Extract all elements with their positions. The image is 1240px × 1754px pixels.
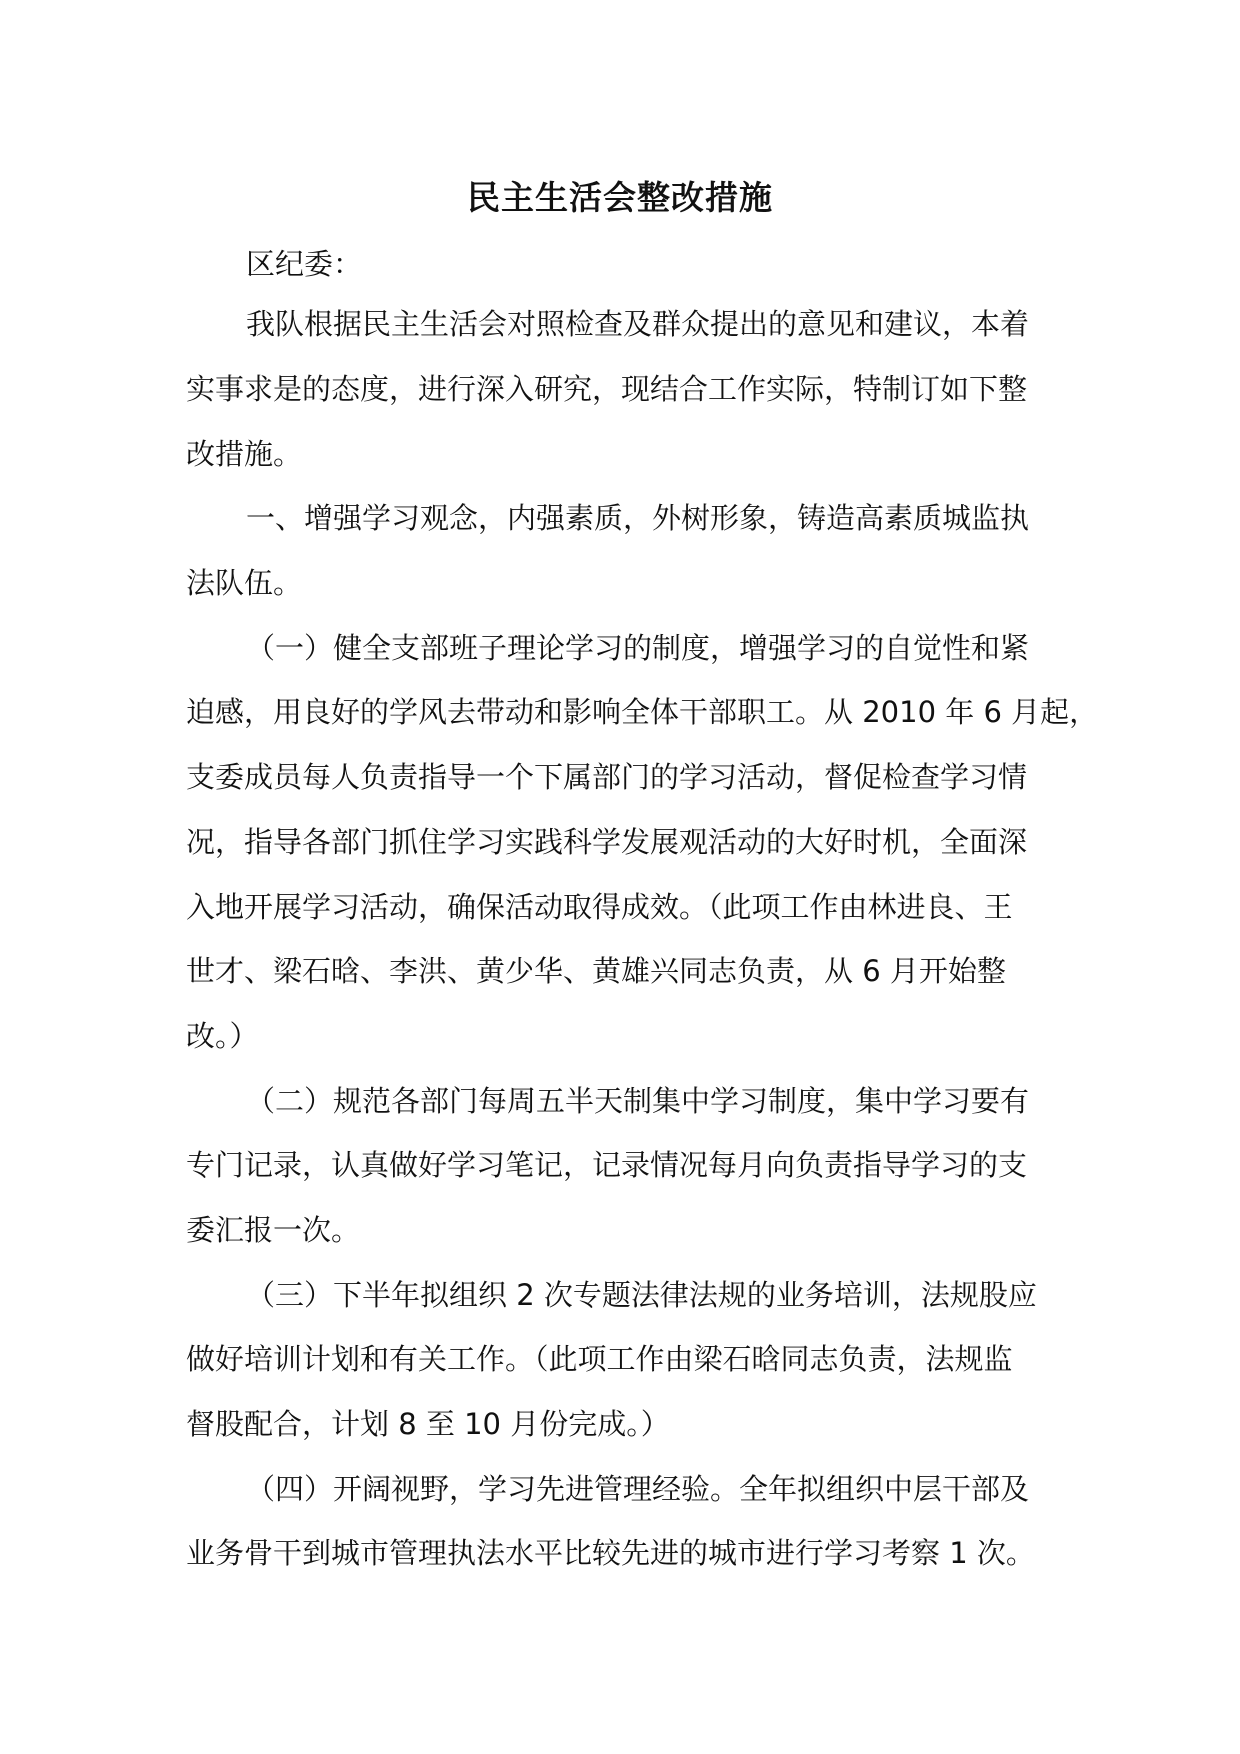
addressee-line: 区纪委： bbox=[246, 247, 363, 281]
body-text-line: 实事求是的态度，进行深入研究，现结合工作实际，特制订如下整 bbox=[186, 372, 1028, 406]
body-text-line: 委汇报一次。 bbox=[186, 1213, 361, 1247]
body-text-line: 世才、梁石晗、李洪、黄少华、黄雄兴同志负责，从 6 月开始整 bbox=[186, 954, 1006, 988]
section-heading-line: 一、增强学习观念，内强素质，外树形象，铸造高素质城监执 bbox=[246, 501, 1030, 535]
body-text-line: 做好培训计划和有关工作。（此项工作由梁石晗同志负责，法规监 bbox=[186, 1342, 1013, 1376]
document-title: 民主生活会整改措施 bbox=[467, 178, 773, 217]
body-text-line: 改措施。 bbox=[186, 437, 303, 471]
body-text-line: 督股配合，计划 8 至 10 月份完成。） bbox=[186, 1407, 670, 1441]
body-text-line: （三）下半年拟组织 2 次专题法律法规的业务培训，法规股应 bbox=[246, 1278, 1037, 1312]
body-text-line: （一）健全支部班子理论学习的制度，增强学习的自觉性和紧 bbox=[246, 631, 1030, 665]
body-text-line: （二）规范各部门每周五半天制集中学习制度，集中学习要有 bbox=[246, 1084, 1030, 1118]
body-text-line: 迫感，用良好的学风去带动和影响全体干部职工。从 2010 年 6 月起， bbox=[186, 695, 1099, 729]
body-text-line: 业务骨干到城市管理执法水平比较先进的城市进行学习考察 1 次。 bbox=[186, 1536, 1035, 1570]
body-text-line: 改。） bbox=[186, 1019, 259, 1053]
body-text-line: 况，指导各部门抓住学习实践科学发展观活动的大好时机，全面深 bbox=[186, 825, 1028, 859]
body-text-line: （四）开阔视野，学习先进管理经验。全年拟组织中层干部及 bbox=[246, 1472, 1030, 1506]
section-heading-line: 法队伍。 bbox=[186, 566, 303, 600]
body-text-line: 我队根据民主生活会对照检查及群众提出的意见和建议，本着 bbox=[246, 307, 1030, 341]
body-text-line: 支委成员每人负责指导一个下属部门的学习活动，督促检查学习情 bbox=[186, 760, 1028, 794]
body-text-line: 专门记录，认真做好学习笔记，记录情况每月向负责指导学习的支 bbox=[186, 1148, 1028, 1182]
body-text-line: 入地开展学习活动，确保活动取得成效。（此项工作由林进良、王 bbox=[186, 890, 1013, 924]
